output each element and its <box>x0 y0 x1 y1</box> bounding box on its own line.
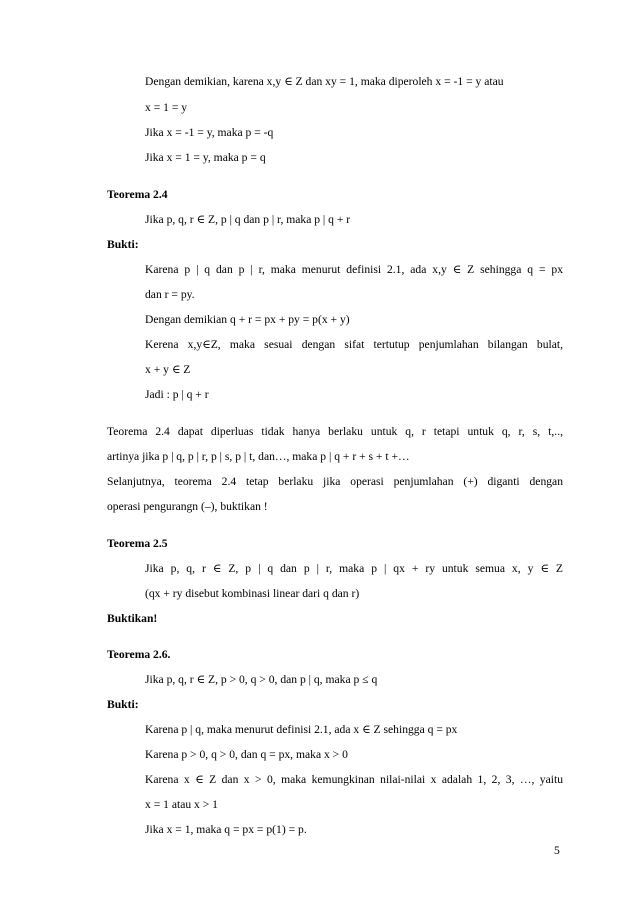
theorem-statement: Jika p, q, r ∈ Z, p | q dan p | r, maka p | qx + ry untuk semua x, y ∈ Z <box>145 562 563 575</box>
page-number: 5 <box>554 844 560 857</box>
paragraph-line: Teorema 2.4 dapat diperluas tidak hanya berlaku untuk q, r tetapi untuk q, r, s, t,.., <box>107 425 563 438</box>
theorem-statement: Jika p, q, r ∈ Z, p | q dan p | r, maka p | q + r <box>145 213 351 226</box>
proof-heading: Bukti: <box>107 238 139 251</box>
text-line: x = 1 = y <box>145 101 188 114</box>
theorem-heading: Teorema 2.5 <box>107 537 168 550</box>
proof-line: x + y ∈ Z <box>145 363 191 376</box>
paragraph-line: artinya jika p | q, p | r, p | s, p | t, dan…, maka p | q + r + s + t +… <box>107 450 410 463</box>
paragraph-line: operasi pengurangn (–), buktikan ! <box>107 500 268 513</box>
paragraph-line: Selanjutnya, teorema 2.4 tetap berlaku jika operasi penjumlahan (+) diganti dengan <box>107 475 563 488</box>
theorem-statement: (qx + ry disebut kombinasi linear dari q dan r) <box>145 587 360 600</box>
proof-heading: Buktikan! <box>107 612 158 625</box>
proof-line: Kerena x,y∈Z, maka sesuai dengan sifat tertutup penjumlahan bilangan bulat, <box>145 338 563 351</box>
proof-line: Karena p | q dan p | r, maka menurut definisi 2.1, ada x,y ∈ Z sehingga q = px <box>145 263 563 276</box>
proof-line: Karena p | q, maka menurut definisi 2.1, ada x ∈ Z sehingga q = px <box>145 723 458 736</box>
proof-line: Karena x ∈ Z dan x > 0, maka kemungkinan nilai-nilai x adalah 1, 2, 3, …, yaitu <box>145 773 563 786</box>
proof-line: Jika x = 1, maka q = px = p(1) = p. <box>145 823 307 836</box>
theorem-heading: Teorema 2.4 <box>107 188 168 201</box>
proof-line: x = 1 atau x > 1 <box>145 798 218 811</box>
proof-line: Karena p > 0, q > 0, dan q = px, maka x > 0 <box>145 748 348 761</box>
proof-line: Dengan demikian q + r = px + py = p(x + y) <box>145 313 350 326</box>
proof-line: Jadi : p | q + r <box>145 388 209 401</box>
text-line: Dengan demikian, karena x,y ∈ Z dan xy = 1, maka diperoleh x = -1 = y atau <box>145 75 504 88</box>
theorem-heading: Teorema 2.6. <box>107 648 171 661</box>
proof-heading: Bukti: <box>107 698 139 711</box>
theorem-statement: Jika p, q, r ∈ Z, p > 0, q > 0, dan p | q, maka p ≤ q <box>145 673 378 686</box>
text-line: Jika x = -1 = y, maka p = -q <box>145 126 274 139</box>
proof-line: dan r = py. <box>145 288 195 301</box>
text-line: Jika x = 1 = y, maka p = q <box>145 151 266 164</box>
